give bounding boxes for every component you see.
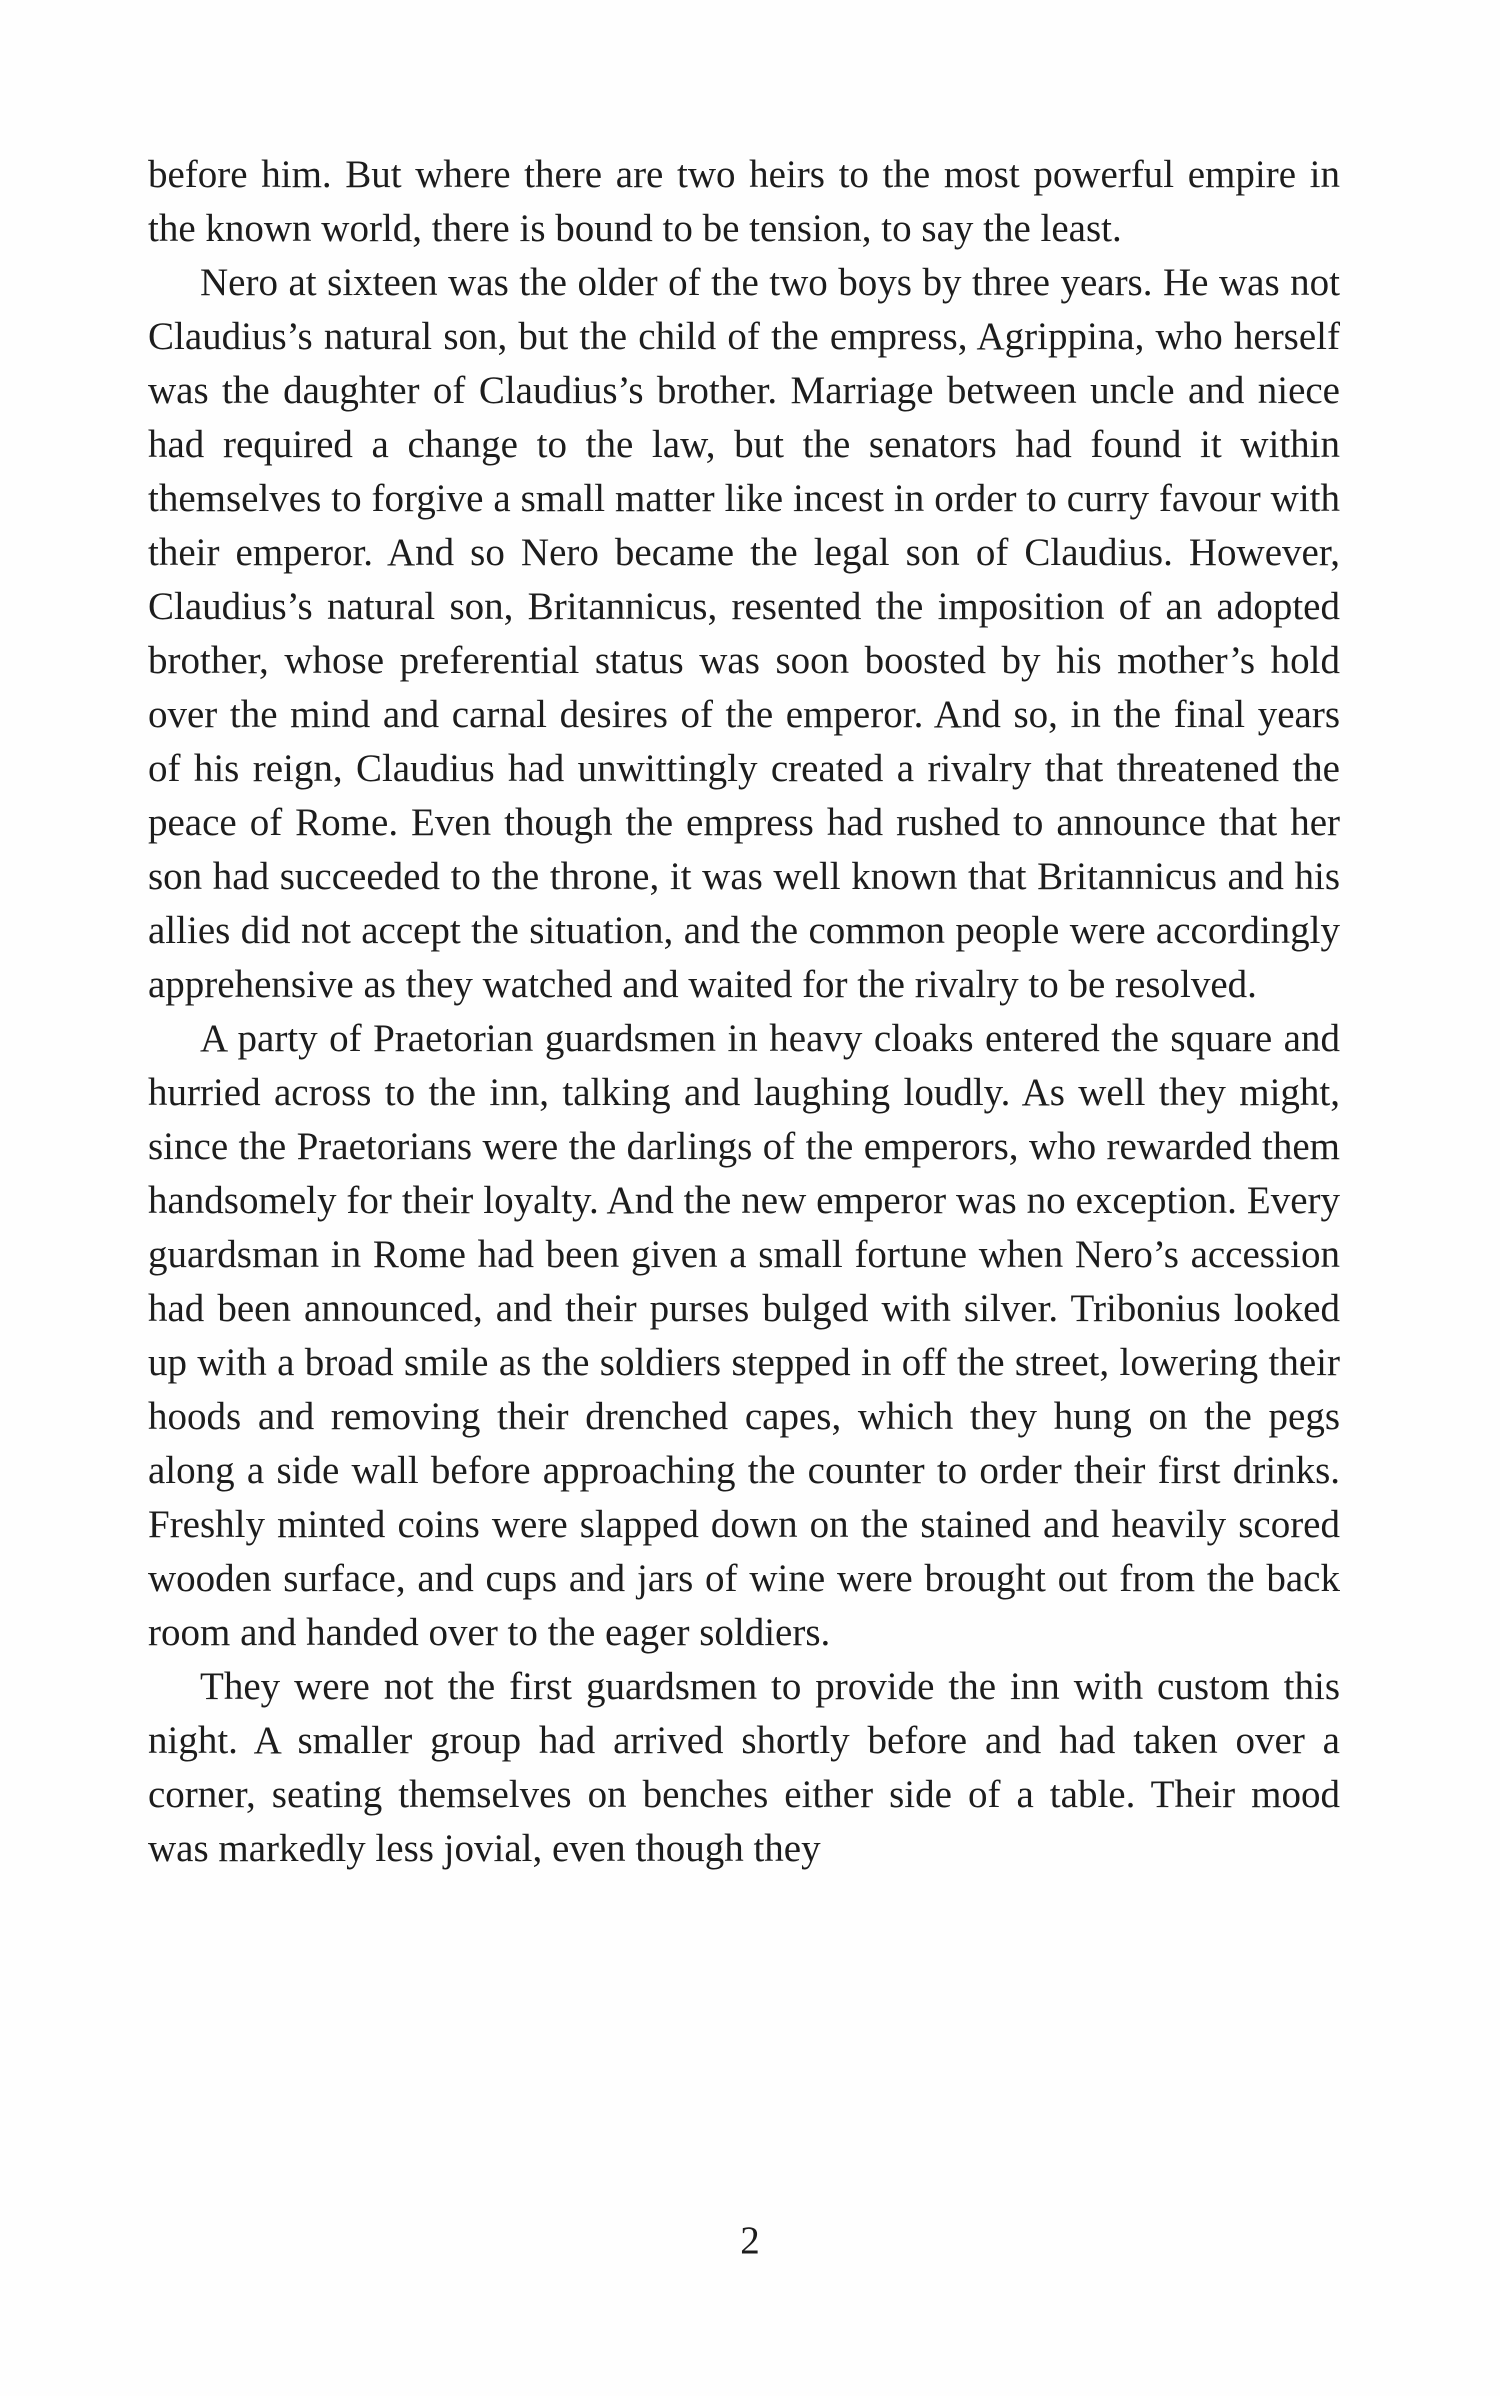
paragraph-continued: before him. But where there are two heirs to the most powerful empire in the known world, there is bound to be tension, to say the least.	[148, 153, 1340, 250]
paragraph-nero: Nero at sixteen was the older of the two boys by three years. He was not Claudius’s natural son, but the child of the empress, Agrippina, who herself was the daughter of Claudius’s brother. Marriage between uncle and niece had required a change to the law, but the senators had found it within themselves to forgive a small matter like incest in order to curry favour with their emperor. And so Nero became the legal son of Claudius. However, Claudius’s natural son, Britannicus, resented the imposition of an adopted brother, whose preferential status was soon boosted by his mother’s hold over the mind and carnal desires of the emperor. And so, in the final years of his reign, Claudius had unwittingly created a rivalry that threatened the peace of Rome. Even though the empress had rushed to announce that her son had succeeded to the throne, it was well known that Britannicus and his allies did not accept the situation, and the common people were accordingly apprehensive as they watched and waited for the rivalry to be resolved.	[148, 261, 1340, 1006]
paragraph-praetorians: A party of Praetorian guardsmen in heavy cloaks entered the square and hurried across to the inn, talking and laughing loudly. As well they might, since the Praetorians were the darlings of the emperors, who rewarded them handsomely for their loyalty. And the new emperor was no exception. Every guardsman in Rome had been given a small fortune when Nero’s accession had been announced, and their purses bulged with silver. Tribonius looked up with a broad smile as the soldiers stepped in off the street, lowering their hoods and removing their drenched capes, which they hung on the pegs along a side wall before approaching the counter to order their first drinks. Freshly minted coins were slapped down on the stained and heavily scored wooden surface, and cups and jars of wine were brought out from the back room and handed over to the eager soldiers.	[148, 1017, 1340, 1654]
page-number: 2	[740, 2219, 760, 2262]
paragraph-guardsmen: They were not the first guardsmen to provide the inn with custom this night. A smaller group had arrived shortly before and had taken over a corner, seating themselves on benches either side of a table. Their mood was markedly less jovial, even though they	[148, 1665, 1340, 1870]
body-text	[148, 148, 1340, 1876]
